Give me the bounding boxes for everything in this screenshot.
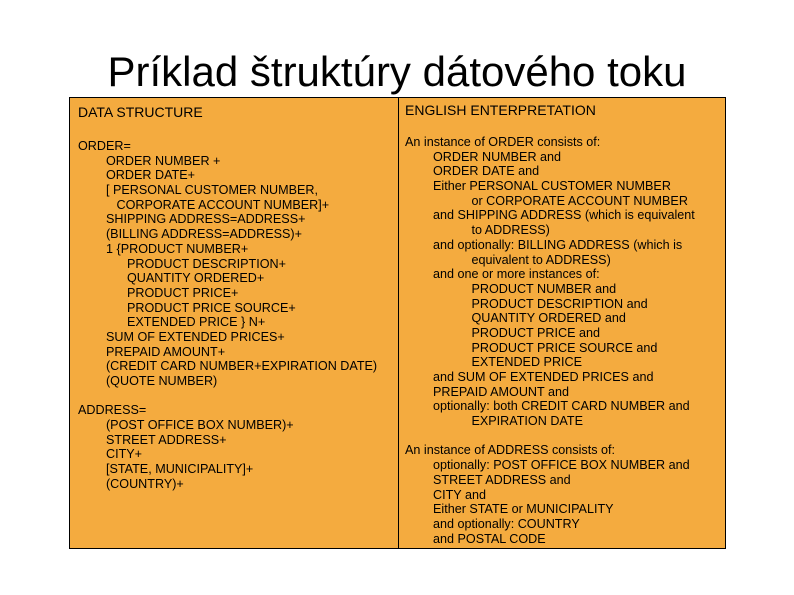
interpretation-line: PRODUCT PRICE and xyxy=(405,325,601,340)
data-structure-line: 1 {PRODUCT NUMBER+ xyxy=(78,241,249,256)
data-structure-line: (POST OFFICE BOX NUMBER)+ xyxy=(78,418,294,433)
data-structure-line: EXTENDED PRICE } N+ xyxy=(78,315,266,330)
data-structure-line: PRODUCT PRICE SOURCE+ xyxy=(78,300,296,315)
interpretation-line: and POSTAL CODE xyxy=(405,531,546,546)
header-english-interpretation: ENGLISH ENTERPRETATION xyxy=(405,102,596,118)
interpretation-line: PRODUCT DESCRIPTION and xyxy=(405,296,648,311)
interpretation-line: and SUM OF EXTENDED PRICES and xyxy=(405,370,654,384)
data-structure-line: ORDER NUMBER + xyxy=(78,153,221,168)
interpretation-line: QUANTITY ORDERED and xyxy=(405,311,626,326)
data-structure-line: (COUNTRY)+ xyxy=(78,476,184,491)
slide-title: Príklad štruktúry dátového toku xyxy=(107,48,687,95)
english-interpretation-column xyxy=(405,135,695,546)
interpretation-line: PRODUCT NUMBER and xyxy=(405,281,617,296)
data-structure-line: SUM OF EXTENDED PRICES+ xyxy=(78,329,285,344)
interpretation-line: EXPIRATION DATE xyxy=(405,414,583,429)
data-structure-line: (CREDIT CARD NUMBER+EXPIRATION DATE) xyxy=(78,359,378,374)
interpretation-line: EXTENDED PRICE xyxy=(405,355,583,370)
interpretation-line: equivalent to ADDRESS) xyxy=(405,252,611,267)
data-structure-line: CORPORATE ACCOUNT NUMBER]+ xyxy=(78,197,330,212)
data-structure-line: [ PERSONAL CUSTOMER NUMBER, xyxy=(78,183,319,198)
data-structure-line: STREET ADDRESS+ xyxy=(78,432,227,447)
data-structure-line: PRODUCT DESCRIPTION+ xyxy=(78,256,286,271)
data-structure-line: (QUOTE NUMBER) xyxy=(78,374,218,388)
data-structure-column xyxy=(78,139,377,492)
interpretation-line: and optionally: BILLING ADDRESS (which is xyxy=(405,237,683,252)
data-structure-line: CITY+ xyxy=(78,447,143,462)
interpretation-line: PRODUCT PRICE SOURCE and xyxy=(405,340,658,355)
interpretation-line: ORDER DATE and xyxy=(405,164,540,179)
interpretation-line: Either STATE or MUNICIPALITY xyxy=(405,502,614,517)
interpretation-line: and one or more instances of: xyxy=(405,267,600,282)
interpretation-line: An instance of ADDRESS consists of: xyxy=(405,443,615,458)
column-divider xyxy=(398,97,399,549)
data-structure-line: ORDER DATE+ xyxy=(78,168,195,183)
data-structure-line: [STATE, MUNICIPALITY]+ xyxy=(78,462,254,477)
interpretation-line: ORDER NUMBER and xyxy=(405,149,562,164)
data-structure-line: PRODUCT PRICE+ xyxy=(78,285,239,300)
data-structure-line: (BILLING ADDRESS=ADDRESS)+ xyxy=(78,227,302,242)
interpretation-line: An instance of ORDER consists of: xyxy=(405,135,601,149)
interpretation-line: or CORPORATE ACCOUNT NUMBER xyxy=(405,193,688,208)
interpretation-line: and SHIPPING ADDRESS (which is equivalent xyxy=(405,208,695,223)
interpretation-line: Either PERSONAL CUSTOMER NUMBER xyxy=(405,179,671,194)
interpretation-line: PREPAID AMOUNT and xyxy=(405,384,570,399)
interpretation-line: STREET ADDRESS and xyxy=(405,472,571,487)
interpretation-line: to ADDRESS) xyxy=(405,223,550,238)
interpretation-line: and optionally: COUNTRY xyxy=(405,516,580,531)
interpretation-line: optionally: POST OFFICE BOX NUMBER and xyxy=(405,458,690,473)
data-structure-line: QUANTITY ORDERED+ xyxy=(78,271,265,286)
interpretation-line: CITY and xyxy=(405,487,486,502)
header-data-structure: DATA STRUCTURE xyxy=(78,104,203,120)
data-structure-line xyxy=(78,389,377,404)
data-structure-line: ORDER= xyxy=(78,139,131,153)
data-structure-line: PREPAID AMOUNT+ xyxy=(78,344,226,359)
data-structure-line: ADDRESS= xyxy=(78,403,147,418)
interpretation-line xyxy=(405,429,695,444)
data-structure-line: SHIPPING ADDRESS=ADDRESS+ xyxy=(78,212,306,227)
interpretation-line: optionally: both CREDIT CARD NUMBER and xyxy=(405,399,690,414)
